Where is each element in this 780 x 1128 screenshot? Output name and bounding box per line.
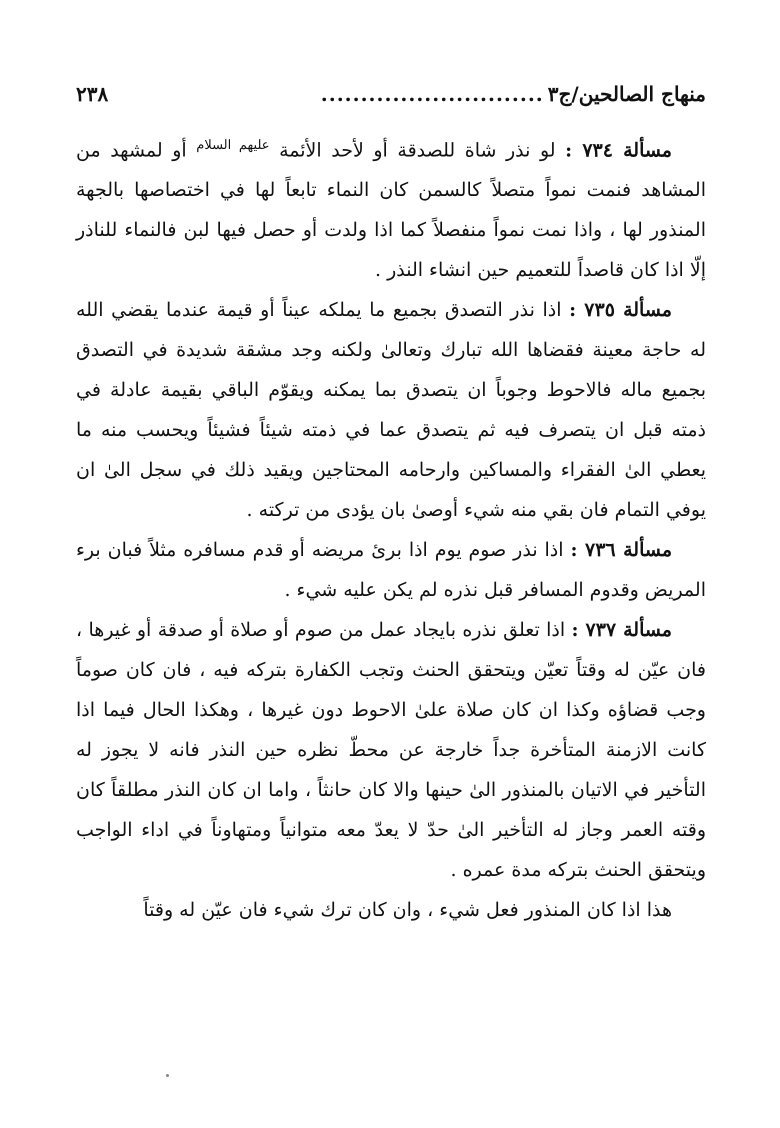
- page-body: [76, 126, 706, 930]
- leader-dots: ............................: [320, 82, 544, 106]
- page-number: ٢٣٨: [76, 82, 109, 106]
- issue-text: أو لمشهد من المشاهد فنمت نمواً متصلاً كالسمن كان النماء تابعاً لها في اختصاصها بالجهة المنذور لها ، واذا نمت نمواً منفصلاً كما اذا ولدت أو حصل فيها لبن فالنماء للناذر إلّا اذا كان قاصداً للتعميم حين انشاء النذر .: [76, 139, 707, 282]
- continuation-paragraph: [76, 890, 706, 930]
- issue-736: [76, 530, 706, 610]
- honorific-glyph: عليهم السلام: [196, 138, 270, 153]
- issue-text: اذا تعلق نذره بايجاد عمل من صوم أو صلاة أو صدقة أو غيرها ، فان عيّن له وقتاً تعيّن ويتحقق الحنث وتجب الكفارة بتركه فيه ، فان كان صوماً وجب قضاؤه وكذا ان كان صلاة علىٰ الاحوط دون غيرها ، وهكذا الحال فيما اذا كانت الازمنة المتأخرة جداً خارجة عن محطّ نظره حين النذر فانه لا يجوز له التأخير في الاتيان بالمنذور الىٰ حينها والا كان حانثاً ، واما ان كان النذر مطلقاً كان وقته العمر وجاز له التأخير الىٰ حدّ لا يعدّ معه متوانياً ومتهاوناً في اداء الواجب ويتحقق الحنث بتركه مدة عمره .: [76, 619, 706, 882]
- issue-label: مسألة ٧٣٧ :: [571, 619, 672, 642]
- issue-734: [76, 126, 706, 290]
- issue-text: اذا نذر التصدق بجميع ما يملكه عيناً أو قيمة عندما يقضي الله له حاجة معينة فقضاها الله تبارك وتعالىٰ ولكنه وجد مشقة شديدة في التصدق بجميع ماله فالاحوط وجوباً ان يتصدق بما يمكنه ويقوّم الباقي بقيمة عادلة في ذمته قبل ان يتصرف فيه ثم يتصدق عما في ذمته شيئاً فشيئاً ويحسب منه ما يعطي الىٰ الفقراء والمساكين وارحامه المحتاجين ويقيد ذلك في سجل الىٰ ان يوفي التمام فان بقي منه شيء أوصىٰ بان يؤدى من تركته .: [76, 299, 706, 522]
- issue-label: مسألة ٧٣٤ :: [565, 139, 672, 162]
- issue-text: لو نذر شاة للصدقة أو لأحد الأئمة: [269, 139, 566, 162]
- page-header: [76, 82, 706, 126]
- book-page: [76, 82, 706, 930]
- issue-label: مسألة ٧٣٥ :: [569, 299, 672, 322]
- issue-label: مسألة ٧٣٦ :: [570, 539, 672, 562]
- running-head: [321, 82, 706, 106]
- issue-735: [76, 290, 706, 530]
- issue-text: اذا نذر صوم يوم اذا برئ مريضه أو قدم مسافره مثلاً فبان برء المريض وقدوم المسافر قبل نذره لم يكن عليه شيء .: [76, 539, 706, 602]
- paragraph-text: هذا اذا كان المنذور فعل شيء ، وان كان ترك شيء فان عيّن له وقتاً: [143, 899, 672, 922]
- issue-737: [76, 610, 706, 890]
- book-title: منهاج الصالحين/ج٣: [547, 82, 706, 106]
- scan-speck: [166, 1074, 169, 1077]
